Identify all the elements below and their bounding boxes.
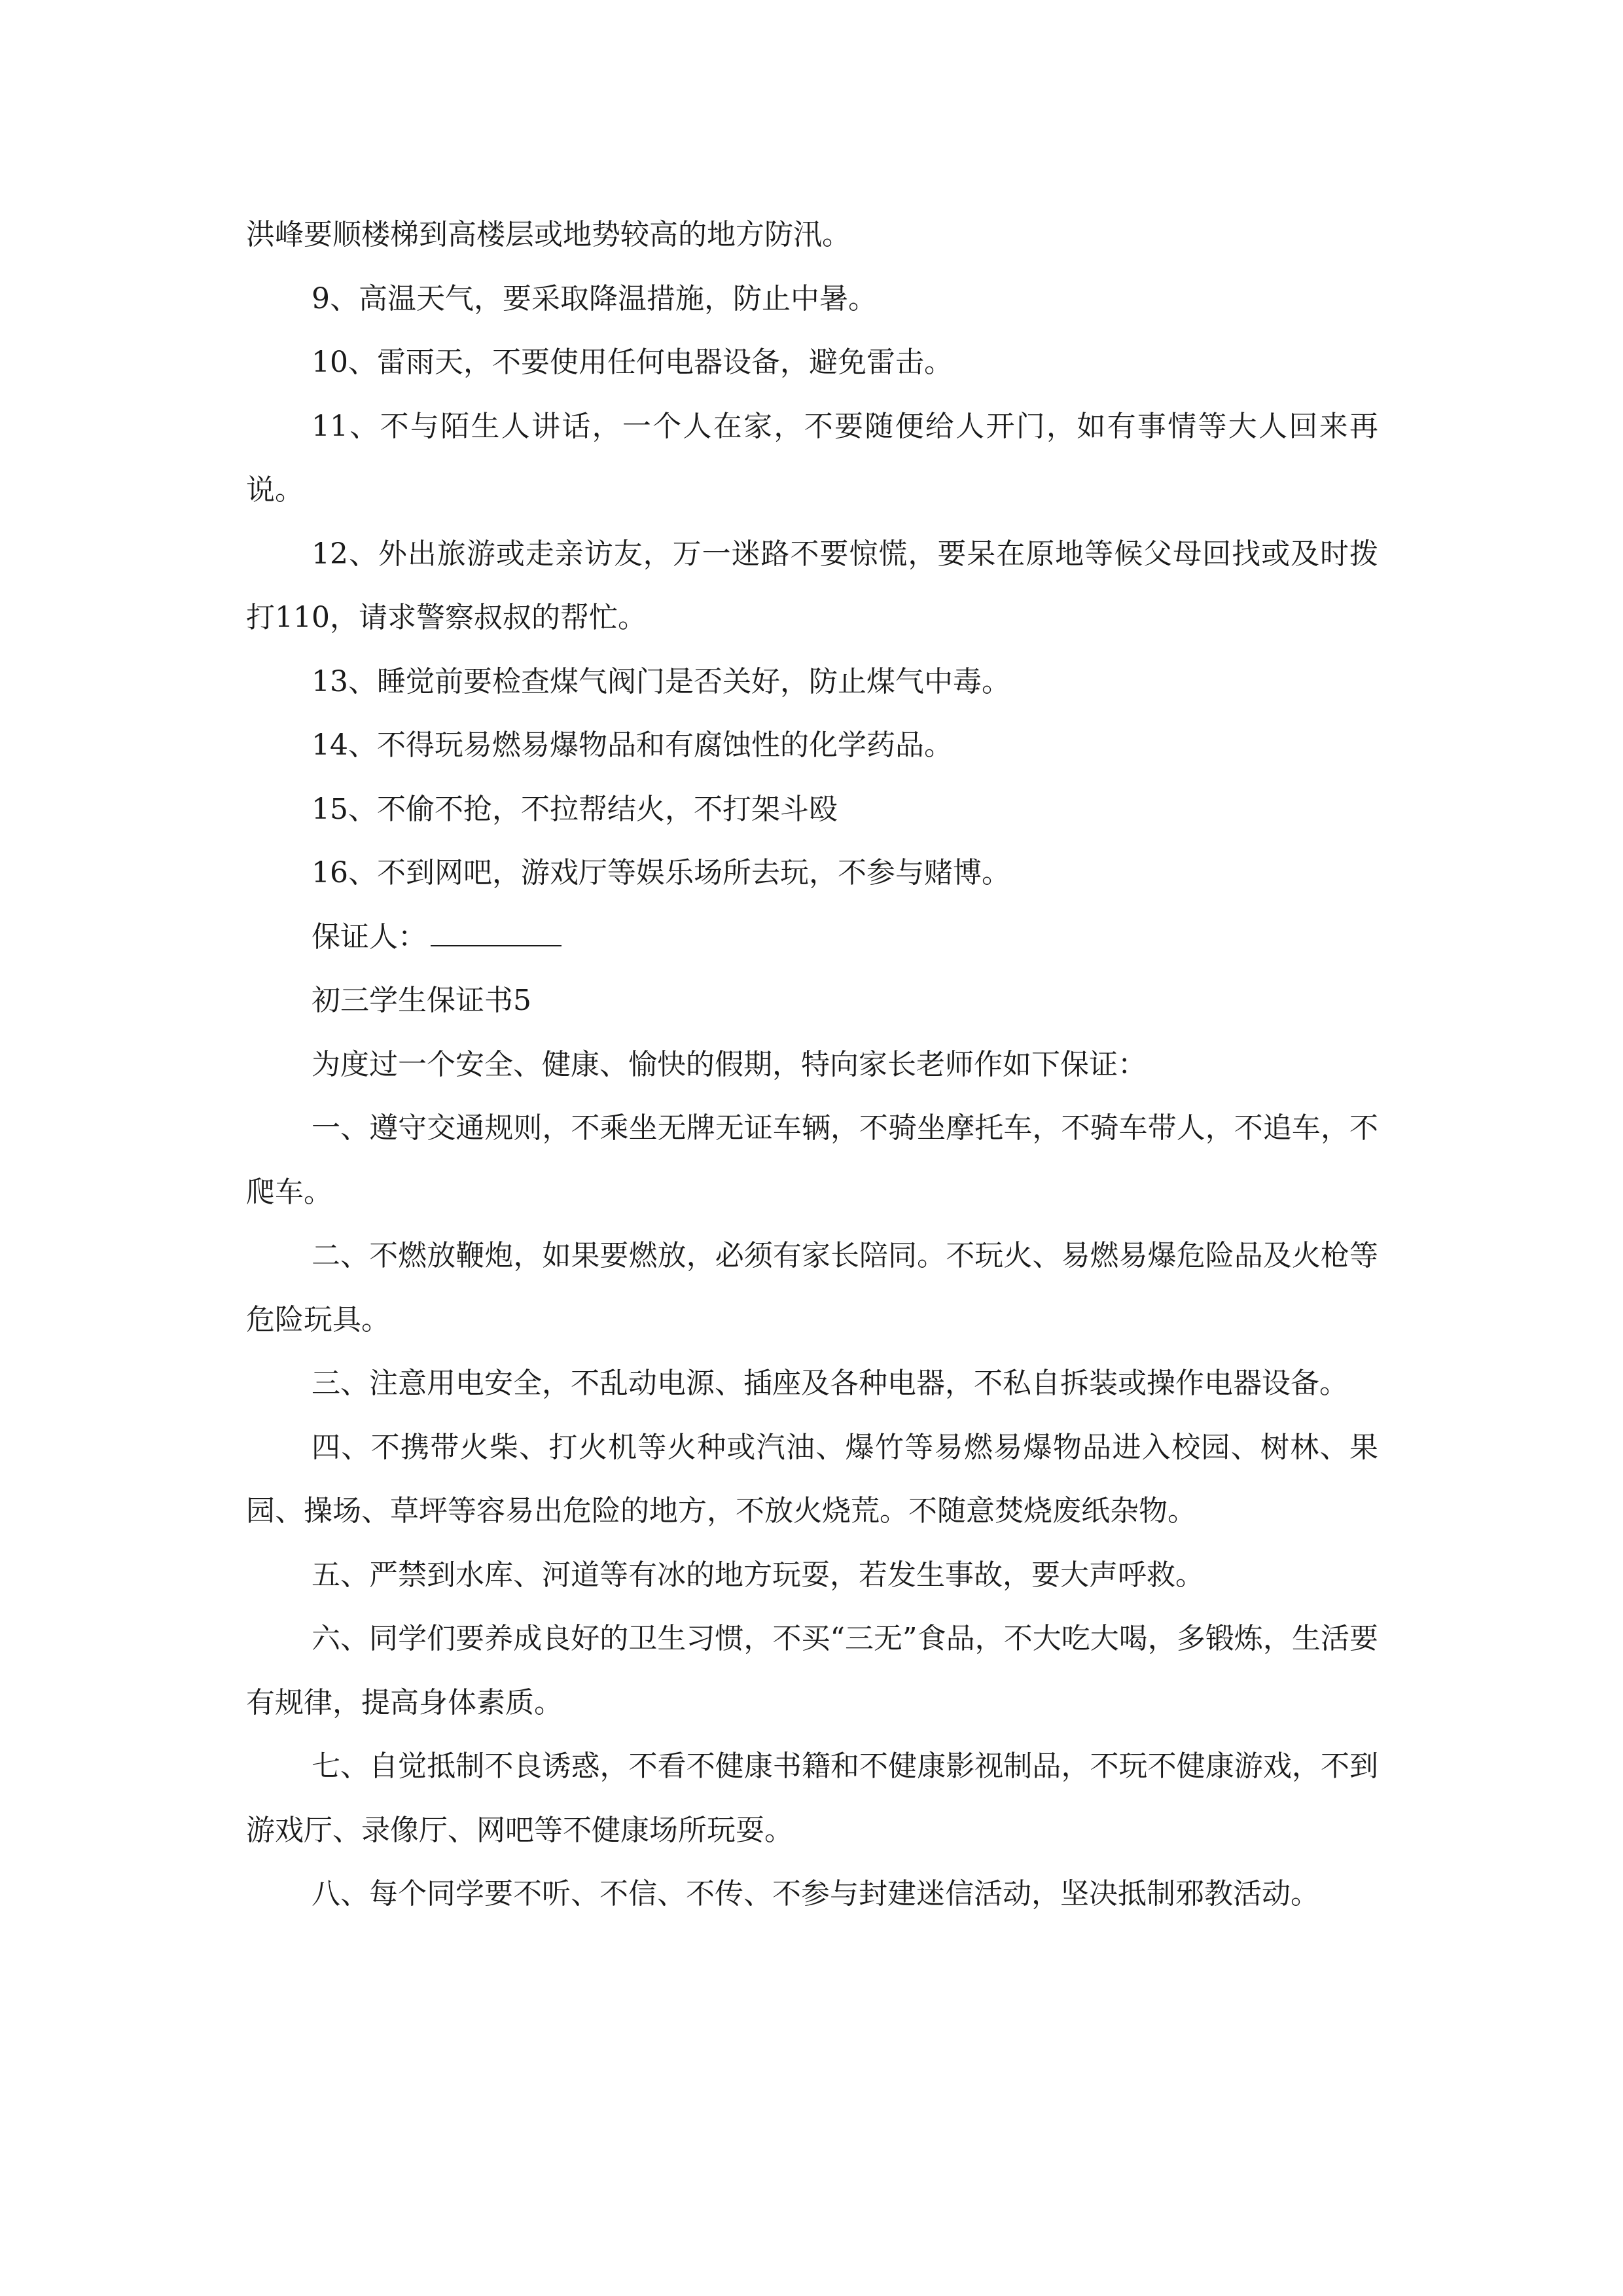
paragraph: 14、不得玩易燃易爆物品和有腐蚀性的化学药品。 (312, 728, 953, 762)
guarantor-label: 保证人： (312, 920, 427, 954)
section-title: 初三学生保证书5 (312, 984, 531, 1017)
paragraph: 五、严禁到水库、河道等有冰的地方玩耍，若发生事故，要大声呼救。 (312, 1558, 1204, 1592)
signature-blank (431, 916, 562, 946)
paragraph: 10、雷雨天，不要使用任何电器设备，避免雷击。 (312, 346, 953, 379)
paragraph: 13、睡觉前要检查煤气阀门是否关好，防止煤气中毒。 (312, 664, 1010, 698)
paragraph: 15、不偷不抢，不拉帮结火，不打架斗殴 (312, 792, 838, 826)
guarantor-line (246, 905, 1378, 969)
paragraph: 四、不携带火柴、打火机等火种或汽油、爆竹等易燃易爆物品进入校园、树林、果园、操场、草坪等容易出危险的地方，不放火烧荒。不随意焚烧废纸杂物。 (246, 1430, 1378, 1528)
paragraph: 为度过一个安全、健康、愉快的假期，特向家长老师作如下保证： (312, 1047, 1147, 1081)
paragraph: 三、注意用电安全，不乱动电源、插座及各种电器，不私自拆装或操作电器设备。 (312, 1367, 1348, 1400)
paragraph: 洪峰要顺楼梯到高楼层或地势较高的地方防汛。 (246, 218, 851, 251)
paragraph: 七、自觉抵制不良诱惑，不看不健康书籍和不健康影视制品，不玩不健康游戏，不到游戏厅、录像厅、网吧等不健康场所玩耍。 (246, 1749, 1378, 1847)
paragraph: 二、不燃放鞭炮，如果要燃放，必须有家长陪同。不玩火、易燃易爆危险品及火枪等危险玩具。 (246, 1239, 1378, 1336)
paragraph: 六、同学们要养成良好的卫生习惯，不买“三无”食品，不大吃大喝，多锻炼，生活要有规律，提高身体素质。 (246, 1622, 1378, 1719)
paragraph: 一、遵守交通规则，不乘坐无牌无证车辆，不骑坐摩托车，不骑车带人，不追车，不爬车。 (246, 1111, 1378, 1209)
paragraph: 16、不到网吧，游戏厅等娱乐场所去玩，不参与赌博。 (312, 856, 1010, 889)
paragraph: 八、每个同学要不听、不信、不传、不参与封建迷信活动，坚决抵制邪教活动。 (312, 1877, 1319, 1910)
paragraph: 9、高温天气，要采取降温措施，防止中暑。 (312, 281, 877, 315)
paragraph: 12、外出旅游或走亲访友，万一迷路不要惊慌，要呆在原地等候父母回找或及时拨打110，请求警察叔叔的帮忙。 (246, 537, 1378, 634)
paragraph: 11、不与陌生人讲话，一个人在家，不要随便给人开门，如有事情等大人回来再说。 (246, 409, 1378, 507)
document-body (246, 203, 1378, 1926)
